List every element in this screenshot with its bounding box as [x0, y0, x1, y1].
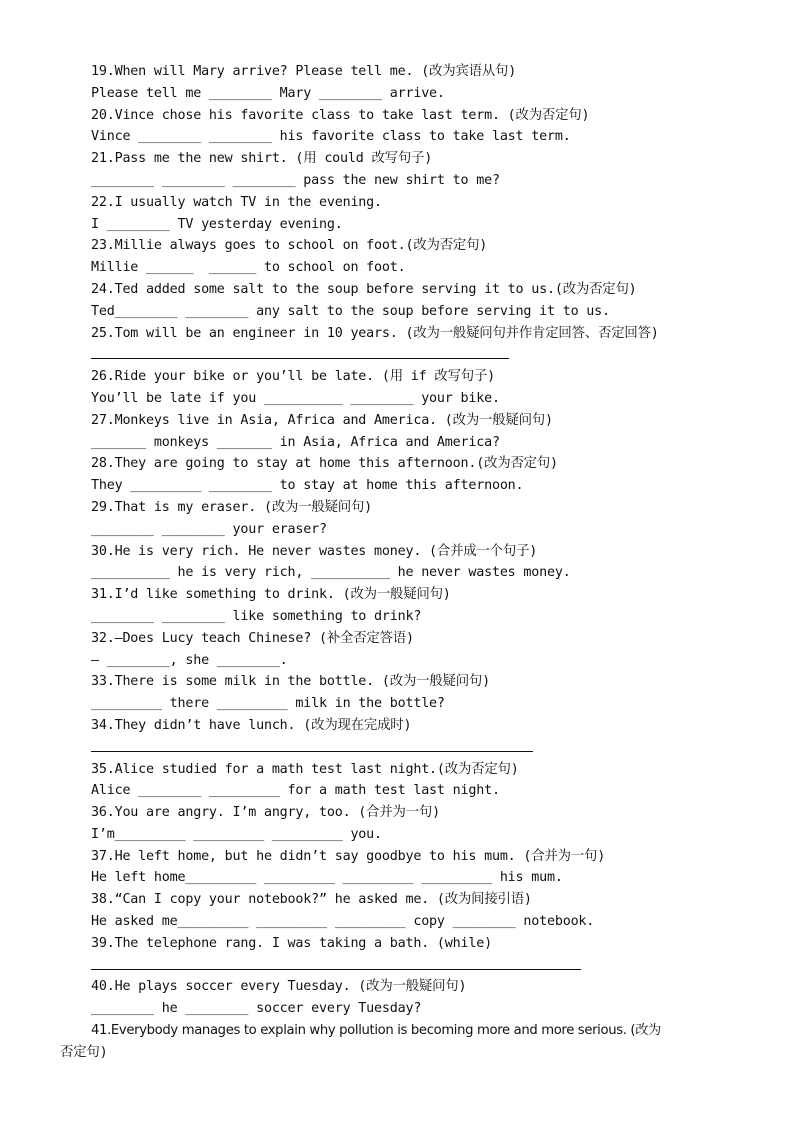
question-19: 19.When will Mary arrive? Please tell me. (改为宾语从句) [91, 64, 517, 79]
exercise-lines [0, 61, 794, 1064]
answer-33: _________ there _________ milk in the bottle? [91, 696, 445, 712]
question-36: 36.You are angry. I’m angry, too. (合并为一句) [91, 805, 440, 821]
question-22: 22.I usually watch TV in the evening. [91, 194, 382, 210]
question-26: 26.Ride your bike or you’ll be late. (用 if 改写句子) [91, 369, 496, 385]
question-21: 21.Pass me the new shirt. (用 could 改写句子) [91, 151, 433, 167]
answer-27: _______ monkeys _______ in Asia, Africa and America? [91, 434, 500, 450]
answer-39-blank-line [0, 955, 794, 977]
question-38: 38.“Can I copy your notebook?” he asked me. (改为间接引语) [91, 892, 532, 908]
answer-26: You’ll be late if you __________ ________ your bike. [91, 390, 500, 406]
question-35: 35.Alice studied for a math test last night.(改为否定句) [91, 761, 519, 777]
question-30: 30.He is very rich. He never wastes money. (合并成一个句子) [91, 543, 538, 559]
question-33: 33.There is some milk in the bottle. (改为一般疑问句) [91, 674, 490, 690]
question-39: 39.The telephone rang. I was taking a bath. (while) [91, 935, 492, 951]
question-41-continued: 否定句) [60, 1044, 108, 1060]
question-25: 25.Tom will be an engineer in 10 years. (改为一般疑问句并作肯定回答、否定回答) [91, 325, 659, 341]
answer-31: ________ ________ like something to drink? [91, 608, 422, 624]
answer-28: They _________ ________ to stay at home this afternoon. [91, 478, 524, 494]
answer-19: Please tell me ________ Mary ________ arrive. [91, 85, 445, 101]
answer-34-blank-line [0, 737, 794, 759]
answer-25-blank-line [0, 344, 794, 366]
question-24: 24.Ted added some salt to the soup before serving it to us.(改为否定句) [91, 281, 637, 297]
question-32: 32.—Does Lucy teach Chinese? (补全否定答语) [91, 630, 414, 646]
answer-32: — ________, she ________. [91, 652, 288, 668]
question-41: 41.Everybody manages to explain why pollution is becoming more and more serious. (改为 [91, 1023, 661, 1039]
answer-36: I’m_________ _________ _________ you. [91, 826, 382, 842]
question-20: 20.Vince chose his favorite class to take last term. (改为否定句) [91, 107, 590, 123]
question-23: 23.Millie always goes to school on foot.(改为否定句) [91, 238, 488, 254]
question-28: 28.They are going to stay at home this afternoon.(改为否定句) [91, 456, 558, 472]
answer-21: ________ ________ ________ pass the new shirt to me? [91, 172, 500, 188]
answer-22: I ________ TV yesterday evening. [91, 216, 343, 232]
question-40: 40.He plays soccer every Tuesday. (改为一般疑问句) [91, 979, 467, 995]
answer-20: Vince ________ ________ his favorite class to take last term. [91, 129, 571, 145]
answer-38: He asked me_________ _________ _________ copy ________ notebook. [91, 914, 595, 930]
answer-29: ________ ________ your eraser? [91, 521, 327, 537]
question-27: 27.Monkeys live in Asia, Africa and America. (改为一般疑问句) [91, 412, 553, 428]
question-31: 31.I’d like something to drink. (改为一般疑问句) [91, 587, 451, 603]
answer-37: He left home_________ _________ _________ _________ his mum. [91, 870, 563, 886]
answer-30: __________ he is very rich, __________ he never wastes money. [91, 565, 571, 581]
answer-23: Millie ______ ______ to school on foot. [91, 260, 406, 276]
question-29: 29.That is my eraser. (改为一般疑问句) [91, 499, 373, 515]
question-37: 37.He left home, but he didn’t say goodbye to his mum. (合并为一句) [91, 848, 606, 864]
answer-40: ________ he ________ soccer every Tuesday? [91, 1001, 422, 1017]
answer-35: Alice ________ _________ for a math test last night. [91, 783, 500, 799]
answer-24: Ted________ ________ any salt to the soup before serving it to us. [91, 303, 610, 319]
question-34: 34.They didn’t have lunch. (改为现在完成时) [91, 717, 412, 733]
